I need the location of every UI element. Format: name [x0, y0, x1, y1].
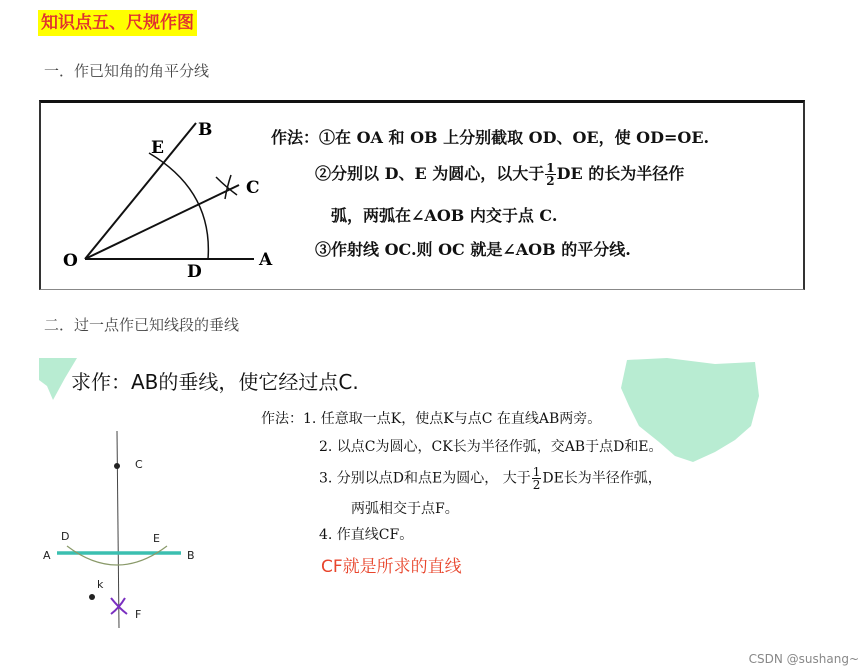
- section2-heading: 二．过一点作已知线段的垂线: [44, 316, 240, 334]
- p-fraction-denominator: 2: [532, 478, 541, 492]
- p-step3: [319, 466, 662, 491]
- page-title: 知识点五、尺规作图: [38, 10, 197, 36]
- angle-bisector-box: [39, 100, 805, 290]
- fraction-denominator: 2: [546, 174, 555, 188]
- step2b-text: 弧，两弧在∠AOB 内交于点 C.: [331, 206, 558, 225]
- label-E2: E: [153, 532, 160, 545]
- step3-text: ③作射线 OC.则 OC 就是∠AOB 的平分线.: [315, 240, 631, 259]
- p-step3-pre: 3. 分别以点D和点E为圆心， 大于: [319, 470, 531, 487]
- p-step1: 作法：1. 任意取一点K，使点K与点C 在直线AB两旁。: [261, 411, 602, 427]
- step2-pre: ②分别以 D、E 为圆心，以大于: [315, 164, 545, 183]
- p-step3-post: DE长为半径作弧，: [542, 470, 662, 487]
- label-C2: C: [135, 458, 143, 471]
- label-A: A: [259, 250, 273, 270]
- problem-prompt: 求作：AB的垂线，使它经过点C.: [71, 370, 359, 394]
- step2-post: DE 的长为半径作: [556, 164, 685, 183]
- label-A2: A: [43, 549, 51, 562]
- perpendicular-box: [39, 356, 759, 636]
- label-D2: D: [61, 530, 70, 543]
- p-step4: 4. 作直线CF。: [319, 527, 414, 543]
- label-E: E: [151, 138, 164, 158]
- label-D: D: [187, 262, 202, 282]
- label-C: C: [246, 178, 260, 198]
- label-k: k: [97, 578, 104, 591]
- label-B2: B: [187, 549, 195, 562]
- fraction-half: [545, 162, 555, 187]
- step2-text: [315, 161, 684, 187]
- section1-heading: 一．作已知角的角平分线: [44, 62, 210, 80]
- label-B: B: [198, 120, 213, 140]
- p-fraction-half: [532, 466, 542, 491]
- perpendicular-figure: [39, 356, 759, 636]
- p-step2: 2. 以点C为圆心，CK长为半径作弧，交AB于点D和E。: [319, 439, 663, 455]
- fraction-numerator: 1: [546, 161, 555, 175]
- conclusion-text: CF就是所求的直线: [321, 557, 462, 577]
- label-F2: F: [135, 608, 142, 621]
- p-fraction-numerator: 1: [532, 465, 541, 479]
- p-step3b: 两弧相交于点F。: [351, 501, 459, 517]
- step1-text: 作法：①在 OA 和 OB 上分别截取 OD、OE，使 OD=OE.: [271, 128, 710, 147]
- csdn-watermark: CSDN @sushang~: [748, 652, 859, 666]
- label-O: O: [63, 251, 78, 271]
